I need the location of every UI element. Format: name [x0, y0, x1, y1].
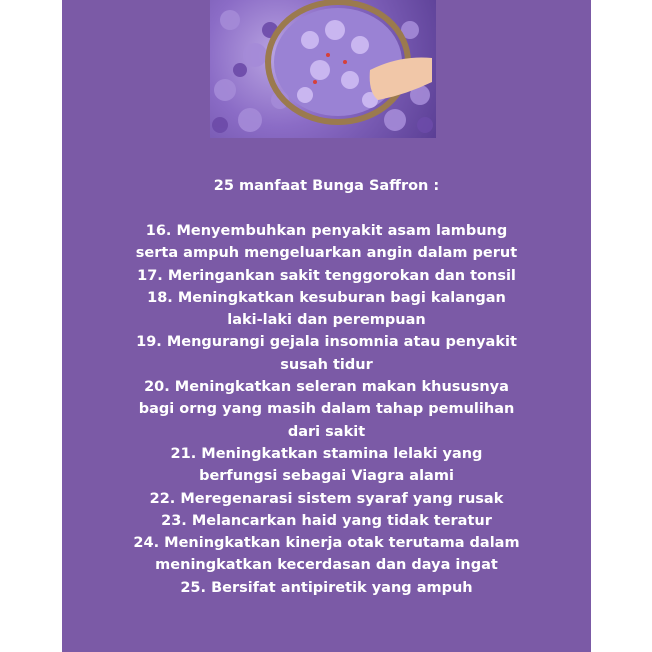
benefit-line: 18. Meningkatkan kesuburan bagi kalangan [147, 289, 506, 306]
benefit-line: 20. Meningkatkan seleran makan khususnya [144, 379, 509, 396]
benefit-item [62, 265, 591, 287]
benefit-line: laki-laki dan perempuan [227, 312, 426, 329]
benefit-item [62, 287, 591, 332]
benefits-list [62, 220, 591, 599]
saffron-basket-photo [210, 0, 436, 138]
benefit-item [62, 488, 591, 510]
benefit-line: bagi orng yang masih dalam tahap pemulihan [138, 401, 515, 418]
content-panel [62, 0, 591, 652]
benefit-line: 23. Melancarkan haid yang tidak teratur [161, 512, 492, 529]
benefit-line: dari sakit [287, 423, 366, 440]
benefit-line: susah tidur [280, 356, 373, 373]
benefit-line: serta ampuh mengeluarkan angin dalam perut [135, 245, 518, 262]
benefit-item [62, 532, 591, 577]
benefit-line: berfungsi sebagai Viagra alami [199, 468, 454, 485]
benefit-line: 25. Bersifat antipiretik yang ampuh [180, 579, 473, 596]
benefit-item [62, 443, 591, 488]
benefit-line: meningkatkan kecerdasan dan daya ingat [155, 557, 498, 574]
benefit-item [62, 331, 591, 376]
benefit-line: 19. Mengurangi gejala insomnia atau penyakit [136, 334, 517, 351]
benefit-line: 21. Meningkatkan stamina lelaki yang [170, 445, 483, 462]
benefit-line: 16. Menyembuhkan penyakit asam lambung [145, 223, 508, 239]
benefits-heading: 25 manfaat Bunga Saffron : [213, 178, 440, 194]
benefit-item [62, 577, 591, 599]
benefit-line: 17. Meringankan sakit tenggorokan dan tonsil [137, 267, 516, 284]
benefit-line: 24. Meningkatkan kinerja otak terutama dalam [133, 535, 520, 552]
benefit-item [62, 220, 591, 265]
benefit-line: 22. Meregenarasi sistem syaraf yang rusak [149, 490, 504, 507]
benefit-item [62, 376, 591, 443]
benefit-item [62, 510, 591, 532]
